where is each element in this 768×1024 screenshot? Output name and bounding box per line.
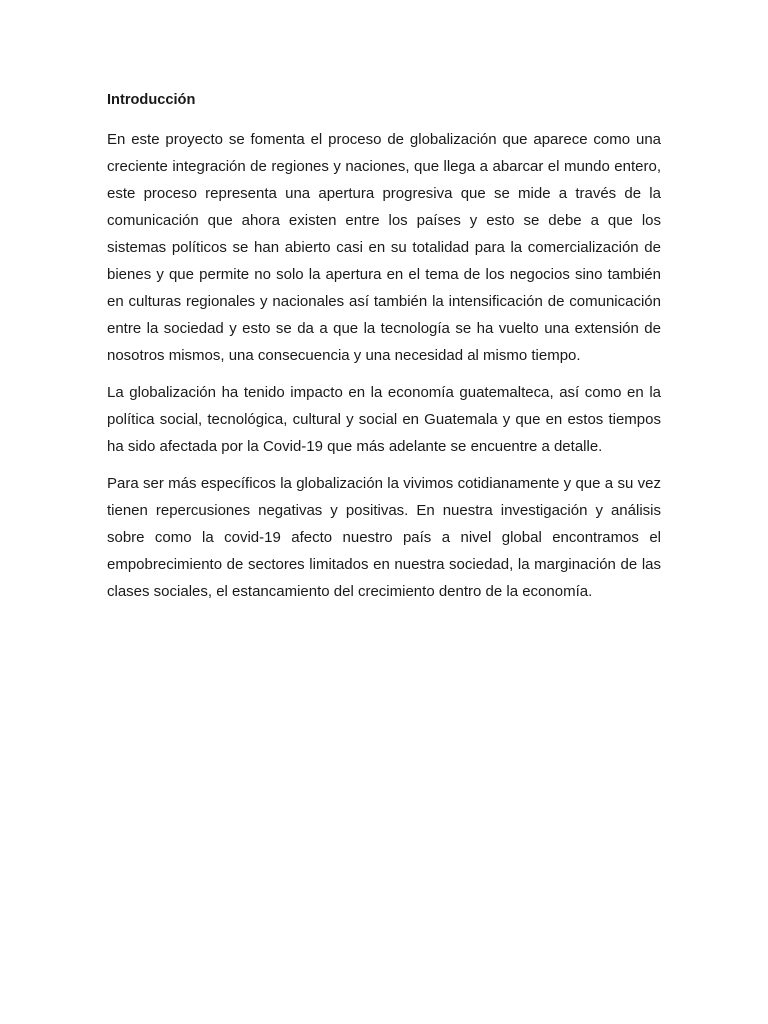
- paragraph-2: La globalización ha tenido impacto en la economía guatemalteca, así como en la política social, tecnológica, cultural y social en Guatemala y que en estos tiempos ha sido afectada por la Covid-19 que más adelante se encuentre a detalle.: [107, 384, 661, 455]
- paragraph-3: Para ser más específicos la globalización la vivimos cotidianamente y que a su vez tienen repercusiones negativas y positivas. En nuestra investigación y análisis sobre como la covid-19 afecto nuestro país a nivel global encontramos el empobrecimiento de sectores limitados en nuestra sociedad, la marginación de las clases sociales, el estancamiento del crecimiento dentro de la economía.: [107, 475, 661, 600]
- document-body: [107, 90, 661, 615]
- paragraph-1: En este proyecto se fomenta el proceso de globalización que aparece como una creciente integración de regiones y naciones, que llega a abarcar el mundo entero, este proceso representa una apertura progresiva que se mide a través de la comunicación que ahora existen entre los países y esto se debe a que los sistemas políticos se han abierto casi en su totalidad para la comercialización de bienes y que permite no solo la apertura en el tema de los negocios sino también en culturas regionales y nacionales así también la intensificación de comunicación entre la sociedad y esto se da a que la tecnología se ha vuelto una extensión de nosotros mismos, una consecuencia y una necesidad al mismo tiempo.: [107, 131, 661, 364]
- section-heading: Introducción: [107, 92, 196, 108]
